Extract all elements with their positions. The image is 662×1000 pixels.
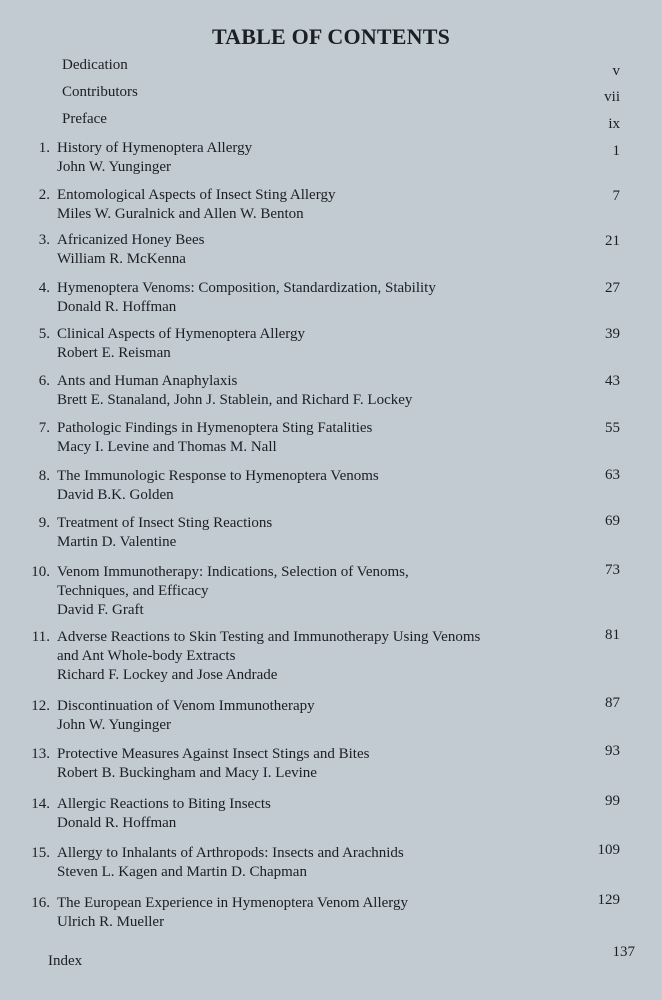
chapter-authors: John W. Yunginger xyxy=(57,717,172,733)
page-number: 129 xyxy=(597,892,620,908)
chapter-authors: William R. McKenna xyxy=(57,251,186,267)
chapter-authors: David F. Graft xyxy=(57,602,144,618)
chapter-title: Allergic Reactions to Biting Insects xyxy=(57,796,271,812)
chapter-number: 9. xyxy=(38,515,50,531)
chapter-number: 12. xyxy=(31,698,50,714)
chapter-title: The European Experience in Hymenoptera Venom Allergy xyxy=(57,895,408,911)
chapter-number: 10. xyxy=(31,564,50,580)
chapter-title: Pathologic Findings in Hymenoptera Sting Fatalities xyxy=(57,420,373,436)
page-number: 93 xyxy=(605,743,620,759)
chapter-title: Venom Immunotherapy: Indications, Selection of Venoms, xyxy=(57,564,409,580)
chapter-number: 2. xyxy=(38,187,50,203)
chapter-number: 1. xyxy=(38,140,50,156)
page-number: 87 xyxy=(605,695,620,711)
chapter-number: 14. xyxy=(31,796,50,812)
chapter-title: The Immunologic Response to Hymenoptera Venoms xyxy=(57,468,379,484)
page-number: 55 xyxy=(605,420,620,436)
chapter-number: 6. xyxy=(38,373,50,389)
front-matter-label: Dedication xyxy=(62,57,128,73)
chapter-authors: Richard F. Lockey and Jose Andrade xyxy=(57,667,278,683)
chapter-number: 3. xyxy=(38,232,50,248)
page-number: 1 xyxy=(612,143,620,159)
chapter-title: Africanized Honey Bees xyxy=(57,232,205,248)
chapter-title: Treatment of Insect Sting Reactions xyxy=(57,515,273,531)
chapter-title: Protective Measures Against Insect Stings and Bites xyxy=(57,746,370,762)
page-number: 21 xyxy=(605,233,620,249)
chapter-title-continued: and Ant Whole-body Extracts xyxy=(57,648,236,664)
page-number: vii xyxy=(604,89,620,105)
front-matter-label: Preface xyxy=(62,111,107,127)
chapter-number: 13. xyxy=(31,746,50,762)
chapter-title: Ants and Human Anaphylaxis xyxy=(57,373,238,389)
page-number: 99 xyxy=(605,793,620,809)
chapter-authors: Ulrich R. Mueller xyxy=(57,914,165,930)
chapter-number: 16. xyxy=(31,895,50,911)
page-number: v xyxy=(612,63,620,79)
page-number: 7 xyxy=(612,188,620,204)
chapter-title-continued: Techniques, and Efficacy xyxy=(57,583,209,599)
chapter-authors: Robert B. Buckingham and Macy I. Levine xyxy=(57,765,317,781)
index-label: Index xyxy=(48,953,83,969)
chapter-authors: Martin D. Valentine xyxy=(57,534,177,550)
page-number: ix xyxy=(608,116,620,132)
chapter-title: Adverse Reactions to Skin Testing and Immunotherapy Using Venoms xyxy=(57,629,481,645)
page-number: 69 xyxy=(605,513,620,529)
page-number: 43 xyxy=(605,373,620,389)
chapter-title: History of Hymenoptera Allergy xyxy=(57,140,253,156)
chapter-title: Clinical Aspects of Hymenoptera Allergy xyxy=(57,326,306,342)
chapter-number: 15. xyxy=(31,845,50,861)
page-number: 63 xyxy=(605,467,620,483)
chapter-number: 5. xyxy=(38,326,50,342)
page-number: 109 xyxy=(597,842,620,858)
chapter-authors: John W. Yunginger xyxy=(57,159,172,175)
chapter-authors: David B.K. Golden xyxy=(57,487,174,503)
chapter-authors: Steven L. Kagen and Martin D. Chapman xyxy=(57,864,307,880)
chapter-authors: Brett E. Stanaland, John J. Stablein, and Richard F. Lockey xyxy=(57,392,413,408)
chapter-authors: Robert E. Reisman xyxy=(57,345,171,361)
chapter-number: 8. xyxy=(38,468,50,484)
chapter-title: Discontinuation of Venom Immunotherapy xyxy=(57,698,315,714)
chapter-number: 7. xyxy=(38,420,50,436)
page-number: 73 xyxy=(605,562,620,578)
page-number: 27 xyxy=(605,280,620,296)
chapter-title: Hymenoptera Venoms: Composition, Standardization, Stability xyxy=(57,280,436,296)
chapter-title: Allergy to Inhalants of Arthropods: Insects and Arachnids xyxy=(57,845,404,861)
chapter-number: 11. xyxy=(31,629,50,645)
chapter-number: 4. xyxy=(38,280,50,296)
chapter-authors: Donald R. Hoffman xyxy=(57,815,177,831)
chapter-title: Entomological Aspects of Insect Sting Allergy xyxy=(57,187,336,203)
chapter-authors: Miles W. Guralnick and Allen W. Benton xyxy=(57,206,304,222)
chapter-authors: Donald R. Hoffman xyxy=(57,299,177,315)
page-number: 39 xyxy=(605,326,620,342)
page-title: TABLE OF CONTENTS xyxy=(211,24,451,49)
page-number: 81 xyxy=(605,627,620,643)
chapter-authors: Macy I. Levine and Thomas M. Nall xyxy=(57,439,277,455)
front-matter-label: Contributors xyxy=(62,84,138,100)
page-number: 137 xyxy=(612,944,635,960)
